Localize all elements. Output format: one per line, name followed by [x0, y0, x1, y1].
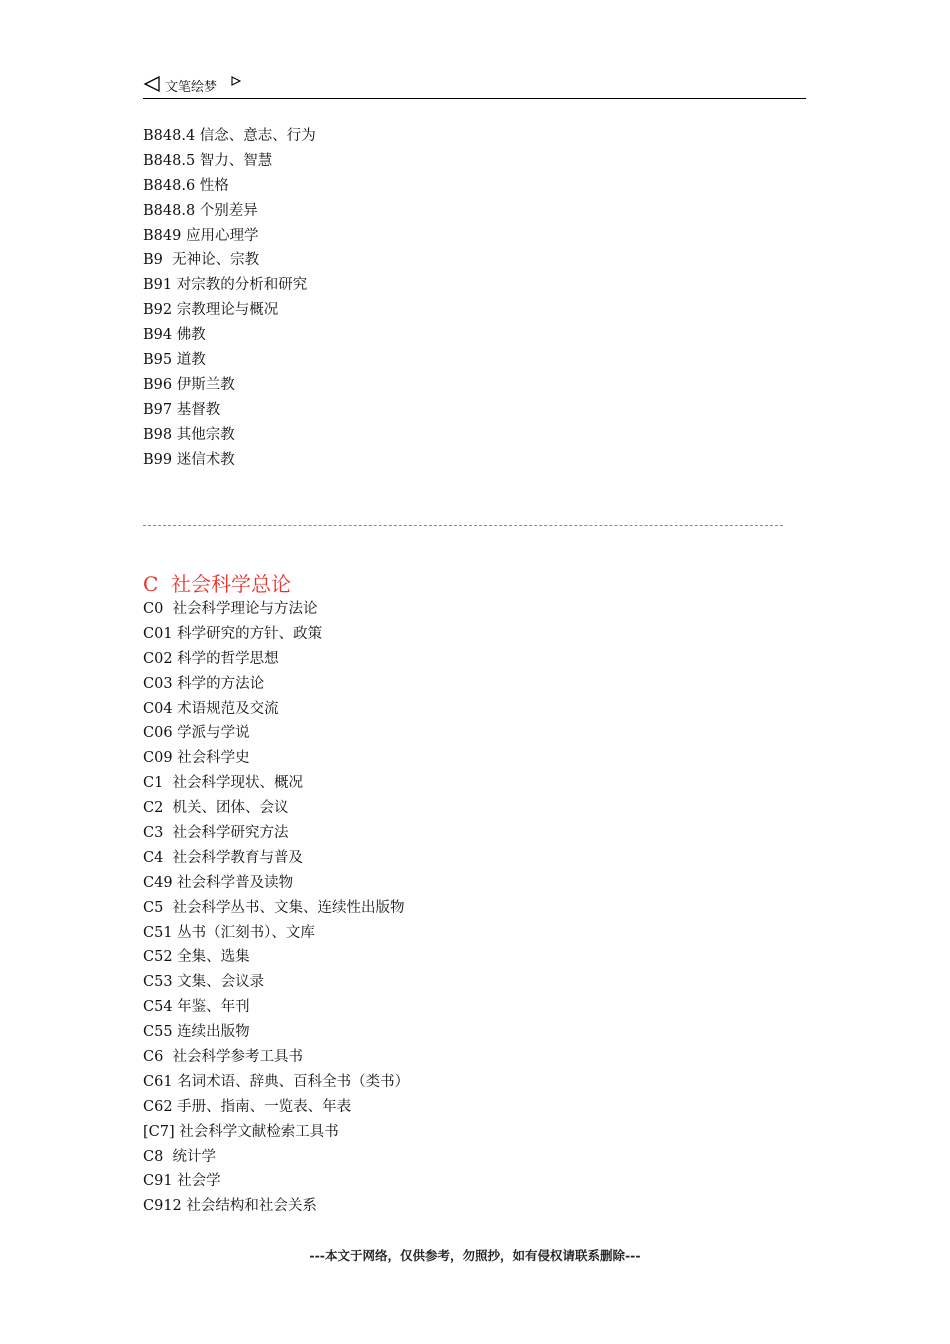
section-c-title: C 社会科学总论: [143, 572, 292, 596]
list-item: B94 佛教: [143, 327, 206, 344]
list-item: C55 连续出版物: [143, 1024, 250, 1041]
header-title: 文笔绘梦: [165, 80, 218, 95]
list-item: C0 社会科学理论与方法论: [143, 601, 318, 617]
list-item: B849 应用心理学: [143, 227, 259, 244]
list-item: C62 手册、指南、一览表、年表: [143, 1098, 352, 1115]
list-item: C49 社会科学普及读物: [143, 874, 294, 891]
list-item: C8 统计学: [143, 1148, 217, 1165]
list-item: C91 社会学: [143, 1173, 221, 1190]
footer-disclaimer: ---本文于网络，仅供参考，勿照抄，如有侵权请联系删除---: [309, 1248, 641, 1263]
triangle-right-icon: [230, 75, 242, 87]
list-item: B9 无神论、宗教: [143, 252, 260, 269]
section-c-list: [143, 597, 409, 1219]
list-item: C3 社会科学研究方法: [143, 825, 289, 842]
list-item: B96 伊斯兰教: [143, 376, 235, 393]
list-item: C2 机关、团体、会议: [143, 800, 289, 817]
list-item: C01 科学研究的方针、政策: [143, 625, 323, 642]
list-item: C09 社会科学史: [143, 750, 250, 767]
list-item: B848.4 信念、意志、行为: [143, 128, 316, 144]
list-item: B92 宗教理论与概况: [143, 302, 279, 319]
list-item: C4 社会科学教育与普及: [143, 849, 304, 866]
list-item: B848.5 智力、智慧: [143, 152, 273, 169]
list-item: [C7] 社会科学文献检索工具书: [143, 1123, 339, 1140]
list-item: B95 道教: [143, 352, 206, 369]
list-item: C52 全集、选集: [143, 949, 250, 966]
list-item: C54 年鉴、年刊: [143, 999, 250, 1016]
list-item: C5 社会科学丛书、文集、连续性出版物: [143, 899, 405, 916]
page-header: [143, 72, 806, 99]
list-item: C6 社会科学参考工具书: [143, 1049, 304, 1066]
list-item: B91 对宗教的分析和研究: [143, 277, 308, 294]
section-divider: [143, 525, 783, 526]
list-item: C04 术语规范及交流: [143, 700, 279, 717]
section-b-list: [143, 124, 316, 472]
triangle-left-icon: [143, 75, 161, 93]
list-item: B99 迷信术教: [143, 451, 235, 468]
list-item: C06 学派与学说: [143, 725, 250, 742]
list-item: C03 科学的方法论: [143, 675, 265, 692]
list-item: B848.6 性格: [143, 177, 229, 194]
list-item: C53 文集、会议录: [143, 974, 265, 991]
list-item: C51 丛书（汇刻书）、文库: [143, 924, 315, 941]
list-item: C02 科学的哲学思想: [143, 650, 279, 667]
list-item: B98 其他宗教: [143, 426, 235, 443]
list-item: C912 社会结构和社会关系: [143, 1198, 317, 1215]
list-item: C1 社会科学现状、概况: [143, 775, 304, 792]
list-item: B848.8 个别差异: [143, 202, 258, 219]
list-item: B97 基督教: [143, 401, 221, 418]
list-item: C61 名词术语、辞典、百科全书（类书）: [143, 1073, 410, 1090]
